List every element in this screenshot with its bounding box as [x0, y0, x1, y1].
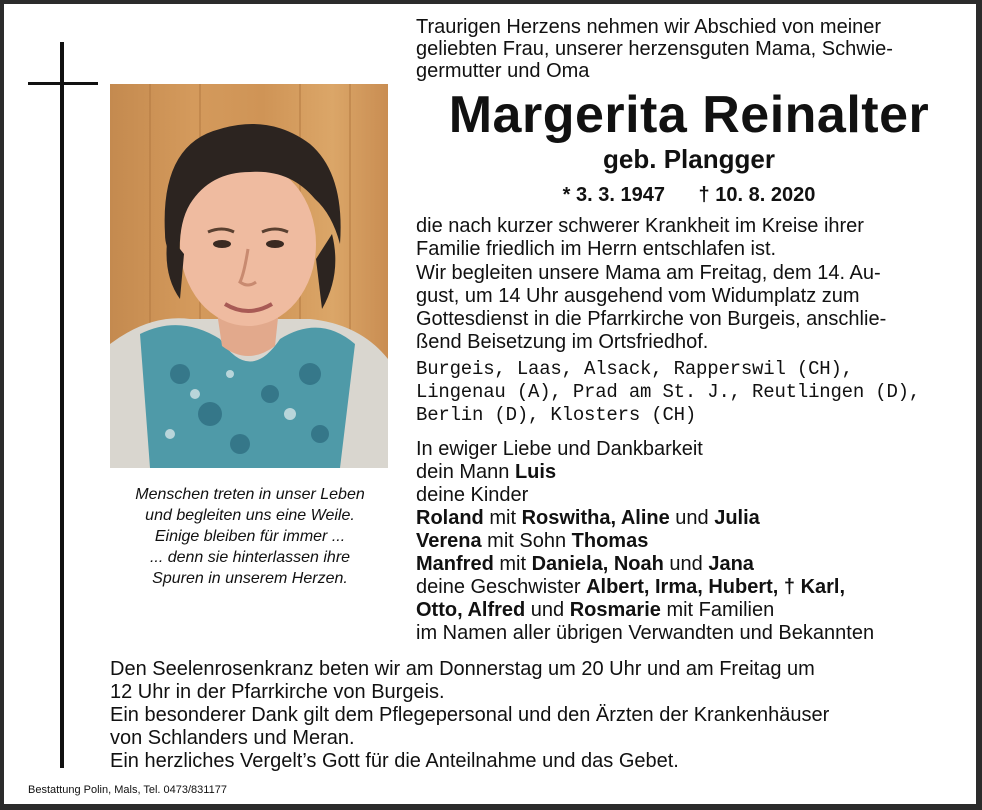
mourners-list [416, 438, 964, 645]
family-names: Roswitha, Aline [521, 507, 670, 529]
memorial-quote [108, 484, 392, 589]
portrait-photo [110, 84, 388, 468]
footer-line: Ein besonderer Dank gilt dem Pflegepersonal und den Ärzten der Krankenhäuser [110, 704, 830, 726]
child-line [416, 553, 964, 576]
funeral-line: gust, um 14 Uhr ausgehend vom Widumplatz zum [416, 285, 860, 307]
siblings-prefix: deine Geschwister [416, 576, 587, 598]
quote-line: ... denn sie hinterlassen ihre [149, 549, 351, 566]
deceased-name: Margerita Reinalter [448, 86, 930, 144]
husband-name: Luis [514, 461, 557, 483]
life-dates [416, 182, 962, 208]
connector: und [663, 553, 709, 575]
sibling-names: Otto, Alfred [416, 599, 526, 621]
intro-line: germutter und Oma [416, 60, 590, 82]
quote-line: Spuren in unserem Herzen. [152, 570, 348, 587]
connector: mit Sohn [481, 530, 572, 552]
death-line: Familie friedlich im Herrn entschlafen ist. [416, 238, 777, 260]
family-names: Daniela, Noah [531, 553, 664, 575]
obituary-notice [4, 4, 976, 804]
family-names: Jana [708, 553, 754, 575]
portrait-illustration [110, 84, 388, 468]
family-names: Thomas [571, 530, 649, 552]
child-line [416, 507, 964, 530]
death-date: † 10. 8. 2020 [698, 184, 816, 206]
children-label: deine Kinder [416, 484, 529, 506]
husband-line [416, 461, 964, 484]
intro-line: geliebten Frau, unserer herzensguten Mama, Schwie- [416, 38, 893, 60]
mourners-line: In ewiger Liebe und Dankbarkeit [416, 438, 703, 460]
birth-name: geb. Plangger [603, 144, 775, 174]
quote-line: Einige bleiben für immer ... [154, 528, 346, 545]
funeral-details [416, 262, 964, 354]
cross-icon [60, 42, 64, 768]
service-notes [110, 658, 970, 773]
siblings-line [416, 576, 964, 599]
funeral-line: ßend Beisetzung im Ortsfriedhof. [416, 331, 709, 353]
child-line [416, 530, 964, 553]
intro-text [416, 16, 962, 82]
connector: mit [493, 553, 532, 575]
child-name: Manfred [416, 553, 494, 575]
birth-date: * 3. 3. 1947 [562, 184, 665, 206]
connector: und [525, 599, 570, 621]
places-list [416, 358, 964, 427]
funeral-line: Wir begleiten unsere Mama am Freitag, dem 14. Au- [416, 262, 881, 284]
child-name: Roland [416, 507, 484, 529]
intro-line: Traurigen Herzens nehmen wir Abschied von meiner [416, 16, 882, 38]
footer-line: Ein herzliches Vergelt’s Gott für die Anteilnahme und das Gebet. [110, 750, 679, 772]
quote-line: und begleiten uns eine Weile. [145, 507, 355, 524]
places-line: Berlin (D), Klosters (CH) [416, 404, 697, 426]
family-names: Julia [714, 507, 760, 529]
sibling-names: Rosmarie [569, 599, 661, 621]
quote-line: Menschen treten in unser Leben [135, 486, 365, 503]
child-name: Verena [416, 530, 482, 552]
funeral-home-imprint: Bestattung Polin, Mals, Tel. 0473/831177 [28, 784, 227, 796]
siblings-line [416, 599, 964, 622]
death-notice [416, 215, 964, 261]
relatives-line: im Namen aller übrigen Verwandten und Bekannten [416, 622, 875, 644]
footer-line: Den Seelenrosenkranz beten wir am Donnerstag um 20 Uhr und am Freitag um [110, 658, 815, 680]
sibling-names: Albert, Irma, Hubert, † Karl, [586, 576, 846, 598]
footer-line: 12 Uhr in der Pfarrkirche von Burgeis. [110, 681, 445, 703]
connector: mit Familien [660, 599, 775, 621]
cross-icon-bar [28, 82, 98, 85]
funeral-line: Gottesdienst in die Pfarrkirche von Burgeis, anschlie- [416, 308, 887, 330]
husband-prefix: dein Mann [416, 461, 515, 483]
connector: mit [483, 507, 522, 529]
connector: und [669, 507, 715, 529]
footer-line: von Schlanders und Meran. [110, 727, 355, 749]
places-line: Lingenau (A), Prad am St. J., Reutlingen (D), [416, 381, 921, 403]
places-line: Burgeis, Laas, Alsack, Rapperswil (CH), [416, 358, 853, 380]
death-line: die nach kurzer schwerer Krankheit im Kreise ihrer [416, 215, 864, 237]
